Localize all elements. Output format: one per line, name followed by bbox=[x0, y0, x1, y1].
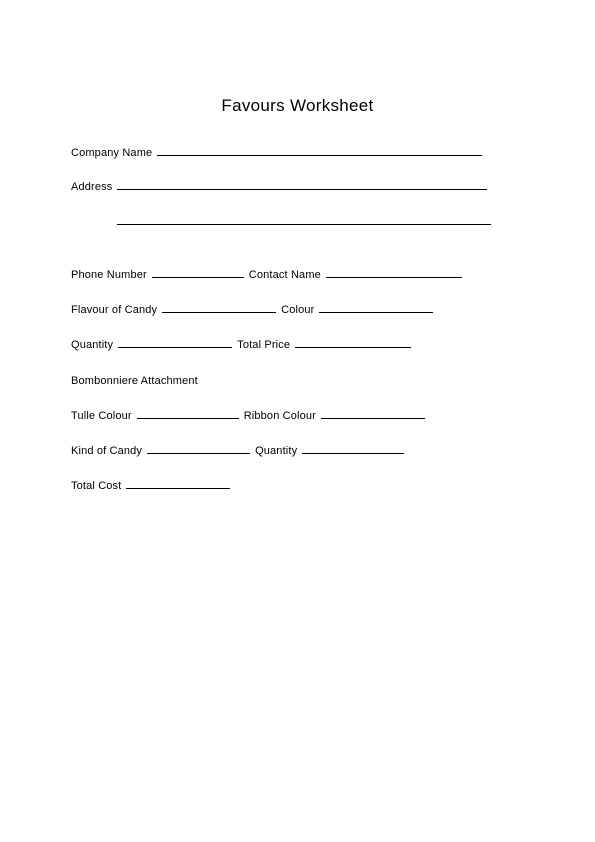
colour-label: Colour bbox=[281, 304, 315, 316]
quantity-price-row bbox=[71, 338, 411, 352]
phone-number-field[interactable] bbox=[152, 268, 244, 278]
company-name-row bbox=[71, 146, 482, 160]
total-cost-label: Total Cost bbox=[71, 480, 122, 492]
company-name-label: Company Name bbox=[71, 147, 153, 159]
total-cost-row bbox=[71, 479, 230, 493]
quantity-label: Quantity bbox=[71, 339, 114, 351]
kind-of-candy-label: Kind of Candy bbox=[71, 445, 143, 457]
address-label: Address bbox=[71, 181, 113, 193]
address-row bbox=[71, 180, 487, 194]
total-price-label: Total Price bbox=[237, 339, 291, 351]
phone-number-label: Phone Number bbox=[71, 269, 147, 281]
bomboniere-section-row bbox=[71, 374, 198, 388]
quantity-2-label: Quantity bbox=[255, 445, 298, 457]
quantity-2-field[interactable] bbox=[302, 444, 404, 454]
kind-quantity-row bbox=[71, 444, 404, 458]
kind-of-candy-field[interactable] bbox=[147, 444, 250, 454]
address-field-line-1[interactable] bbox=[117, 180, 487, 190]
flavour-of-candy-label: Flavour of Candy bbox=[71, 304, 158, 316]
colour-field[interactable] bbox=[319, 303, 433, 313]
ribbon-colour-field[interactable] bbox=[321, 409, 425, 419]
tulle-colour-field[interactable] bbox=[137, 409, 239, 419]
phone-contact-row bbox=[71, 268, 462, 282]
page-title: Favours Worksheet bbox=[221, 96, 374, 115]
flavour-of-candy-field[interactable] bbox=[162, 303, 276, 313]
address-field-line-2[interactable] bbox=[117, 215, 491, 225]
total-price-field[interactable] bbox=[295, 338, 411, 348]
contact-name-field[interactable] bbox=[326, 268, 462, 278]
bomboniere-attachment-heading: Bombonniere Attachment bbox=[71, 375, 198, 387]
total-cost-field[interactable] bbox=[126, 479, 230, 489]
tulle-ribbon-row bbox=[71, 409, 425, 423]
quantity-field[interactable] bbox=[118, 338, 232, 348]
tulle-colour-label: Tulle Colour bbox=[71, 410, 132, 422]
flavour-colour-row bbox=[71, 303, 433, 317]
ribbon-colour-label: Ribbon Colour bbox=[243, 410, 316, 422]
company-name-field[interactable] bbox=[157, 146, 482, 156]
contact-name-label: Contact Name bbox=[248, 269, 321, 281]
